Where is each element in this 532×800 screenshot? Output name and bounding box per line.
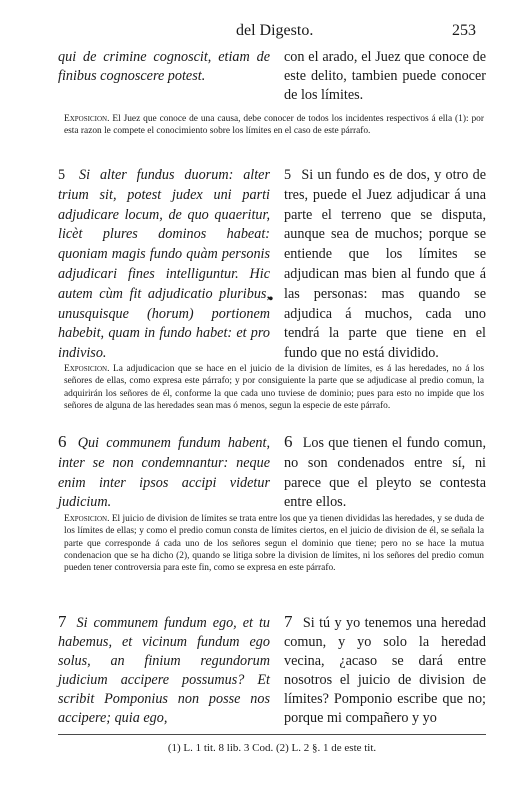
paragraph-6 — [58, 432, 486, 513]
paragraph-number: 6 — [58, 432, 67, 451]
exposition-label: Exposicion. — [64, 114, 110, 124]
paragraph-number: 7 — [58, 612, 67, 631]
spanish-text — [284, 166, 486, 364]
paragraph-number: 7 — [284, 612, 293, 631]
margin-mark: • — [268, 291, 274, 308]
spanish-text — [284, 48, 486, 106]
latin-paragraph: Qui communem fundum habent, inter se non condemnantur: neque enim inter ipsos accipi videtur judicium. — [58, 435, 270, 511]
exposition-2 — [64, 363, 484, 412]
spanish-paragraph: Los que tienen el fundo comun, no son condenados entre sí, ni parece que el pleyto se contesta entre ellos. — [284, 435, 486, 511]
paragraph-continuation — [58, 48, 486, 106]
spanish-text — [284, 612, 486, 728]
spanish-paragraph: Si tú y yo tenemos una heredad comun, y yo solo la heredad vecina, ¿acaso se dará entre nosotros el juicio de division de límites? Pomponio escribe que no; porque mi compañero y yo — [284, 615, 487, 726]
paragraph-number: 5 — [284, 167, 292, 183]
latin-text — [58, 166, 270, 364]
latin-paragraph: qui de crimine cognoscit, etiam de finibus cognoscere potest. — [58, 49, 270, 85]
paragraph-number: 6 — [284, 432, 293, 451]
latin-text — [58, 432, 270, 513]
exposition-1 — [64, 113, 484, 138]
exposition-label: Exposicion. — [64, 514, 110, 524]
exposition-text: La adjudicacion que se hace en el juicio de la division de límites, es á las heredades, no á los señores de ellas, como expresa este párrafo; y por consiguiente la parte que se adjudicase al predio comun, la adquirirán los señores de él, conforme la que cada uno tuviese de dominio; pues para esto no impide que los señores de alguna de las heredades sean mas ó menos, segun la especie de este párrafo. — [64, 364, 484, 411]
exposition-text: El Juez que conoce de una causa, debe conocer de todos los incidentes respectivos á ella (1): por esta razon le compete el conocimiento sobre los límites en el caso de este párrafo. — [64, 114, 484, 137]
footnote-rule — [58, 734, 486, 735]
exposition-text: El juicio de division de límites se trata entre los que ya tienen divididas las heredades, y se duda de los límites de ellas; y como el predio comun consta de límites ciertos, en el juicio de division de él, se señala la parte que corresponde á cada uno de los señores segun el dominio que tiene; pero no se hace la mutua condenacion que se ha dicho (2), quando se litiga sobre la division de límites, ni los señores del predio comun pueden tener controversia para este fin, como se expresa en este párrafo. — [64, 514, 484, 574]
exposition-label: Exposicion. — [64, 364, 110, 374]
latin-paragraph: Si communem fundum ego, et tu habemus, et vicinum fundum ego solus, an finium regundorum judicium accipere possumus? Et scribit Pomponius non posse nos accipere; quia ego, — [58, 615, 270, 726]
paragraph-7 — [58, 612, 486, 728]
latin-text — [58, 612, 270, 728]
paragraph-number: 5 — [58, 167, 66, 183]
exposition-3 — [64, 513, 484, 574]
spanish-text — [284, 432, 486, 513]
running-title: del Digesto. — [236, 22, 314, 39]
footnotes: (1) L. 1 tit. 8 lib. 3 Cod. (2) L. 2 §. 1 de este tit. — [167, 742, 377, 754]
page-header — [0, 22, 532, 44]
page-number: 253 — [452, 22, 476, 39]
paragraph-5 — [58, 166, 486, 364]
spanish-paragraph: con el arado, el Juez que conoce de este delito, tambien puede conocer de los límites. — [284, 49, 486, 104]
spanish-paragraph: Si un fundo es de dos, y otro de tres, puede el Juez adjudicar á una parte el terreno que se disputa, aunque sea de muchos; porque se entiende que los límites se adjudican mas bien al fundo que á las personas: mas quando se adjudica á muchos, cada uno tendrá la parte que tiene en el fundo que no está dividido. — [284, 167, 486, 362]
latin-text — [58, 48, 270, 106]
latin-paragraph: Si alter fundus duorum: alter trium sit, potest judex uni parti adjudicare locum, de quo quaeritur, licèt plures dominos habeat: quoniam magis fundo quàm personis adjudicari fines intelliguntur. Hic autem cùm fit adjudicatio pluribus, unusquisque (horum) portionem habebit, quam in fundo habet: et pro indiviso. — [58, 167, 270, 362]
